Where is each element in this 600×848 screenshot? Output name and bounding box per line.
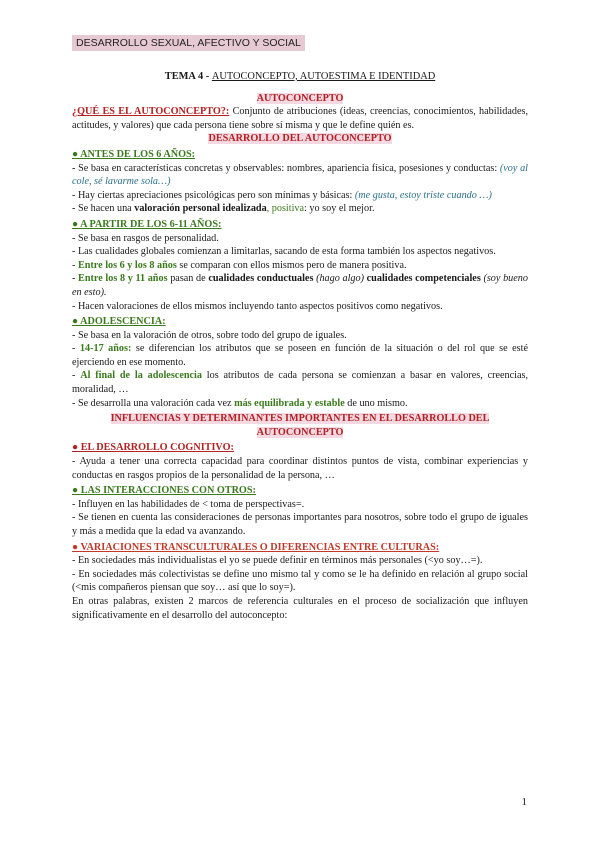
- adolescencia-heading: ● ADOLESCENCIA:: [72, 316, 166, 328]
- page-number: 1: [521, 796, 527, 808]
- interacciones-line-1: - Influyen en las habilidades de < toma de perspectivas=.: [72, 498, 305, 510]
- adolescencia-line-4: - Se desarrolla una valoración cada vez más equilibrada y estable de uno mismo.: [72, 397, 408, 409]
- document-body: [72, 70, 528, 622]
- a6-11-line-2: - Las cualidades globales comienzan a limitarlas, sacando de esta forma también los aspectos negativos.: [72, 246, 496, 258]
- cognitivo-line-1: - Ayuda a tener una correcta capacidad para coordinar distintos puntos de vista, combinar experiencias y conductas en rasgos propios de la personalidad de la persona, …: [72, 456, 528, 481]
- document-header-tag: DESARROLLO SEXUAL, AFECTIVO Y SOCIAL: [72, 35, 305, 51]
- a6-11-line-3: - Entre los 6 y los 8 años se comparan con ellos mismos pero de manera positiva.: [72, 259, 407, 271]
- antes6-heading: ● ANTES DE LOS 6 AÑOS:: [72, 148, 196, 160]
- culturas-line-1: - En sociedades más individualistas el yo se puede definir en términos más personales (<yo soy…=).: [72, 555, 483, 567]
- a6-11-line-4: - Entre los 8 y 11 años pasan de cualidades conductuales (hago algo) cualidades competenciales (soy bueno en esto).: [72, 273, 528, 298]
- antes6-line-3: - Se hacen una valoración personal idealizada, positiva: yo soy el mejor.: [72, 203, 375, 215]
- antes6-line-2: - Hay ciertas apreciaciones psicológicas pero son mínimas y básicas: (me gusta, estoy triste cuando …): [72, 189, 492, 201]
- adolescencia-line-1: - Se basa en la valoración de otros, sobre todo del grupo de iguales.: [72, 329, 347, 341]
- interacciones-line-2: - Se tienen en cuenta las consideraciones de personas importantes para nosotros, sobre todo el grupo de iguales y más a medida que la edad va avanzando.: [72, 512, 528, 537]
- interacciones-heading: ● LAS INTERACCIONES CON OTROS:: [72, 485, 256, 497]
- a6-11-line-5: - Hacen valoraciones de ellos mismos incluyendo tanto aspectos positivos como negativos.: [72, 300, 443, 312]
- culturas-heading: ● VARIACIONES TRANSCULTURALES O DIFERENCIAS ENTRE CULTURAS:: [72, 541, 440, 553]
- antes6-line-1: - Se basa en características concretas y observables: nombres, apariencia física, posesiones y conductas: (voy al cole, sé lavarme sola…): [72, 162, 528, 188]
- cognitivo-heading: ● EL DESARROLLO COGNITIVO:: [72, 442, 234, 454]
- adolescencia-line-2: - 14-17 años: se diferencian los atributos que se poseen en función de la situación o del rol que se esté ejerciendo en ese momento.: [72, 343, 528, 368]
- culturas-line-3: En otras palabras, existen 2 marcos de referencia culturales en el proceso de socialización que influyen significativamente en el desarrollo del autoconcepto:: [72, 595, 528, 621]
- heading-desarrollo: DESARROLLO DEL AUTOCONCEPTO: [208, 133, 392, 145]
- a6-11-heading: ● A PARTIR DE LOS 6-11 AÑOS:: [72, 218, 222, 230]
- que-es-paragraph: ¿QUÉ ES EL AUTOCONCEPTO?: Conjunto de atribuciones (ideas, creencias, conocimientos, habilidades, actitudes, y valores) que cada persona tiene sobre sí misma y que le define quién es.: [72, 106, 528, 131]
- page-title: TEMA 4 - AUTOCONCEPTO, AUTOESTIMA E IDENTIDAD: [164, 71, 436, 82]
- heading-influencias: INFLUENCIAS Y DETERMINANTES IMPORTANTES EN EL DESARROLLO DEL AUTOCONCEPTO: [110, 413, 490, 438]
- culturas-line-2: - En sociedades más colectivistas se define uno mismo tal y como se le ha definido en relación al grupo social (<mis compañeros piensan que soy… así que lo soy=).: [72, 568, 528, 594]
- a6-11-line-1: - Se basa en rasgos de personalidad.: [72, 232, 219, 244]
- adolescencia-line-3: - Al final de la adolescencia los atributos de cada persona se comienzan a basar en valores, creencias, moralidad, …: [72, 370, 529, 396]
- heading-autoconcepto: AUTOCONCEPTO: [256, 92, 344, 104]
